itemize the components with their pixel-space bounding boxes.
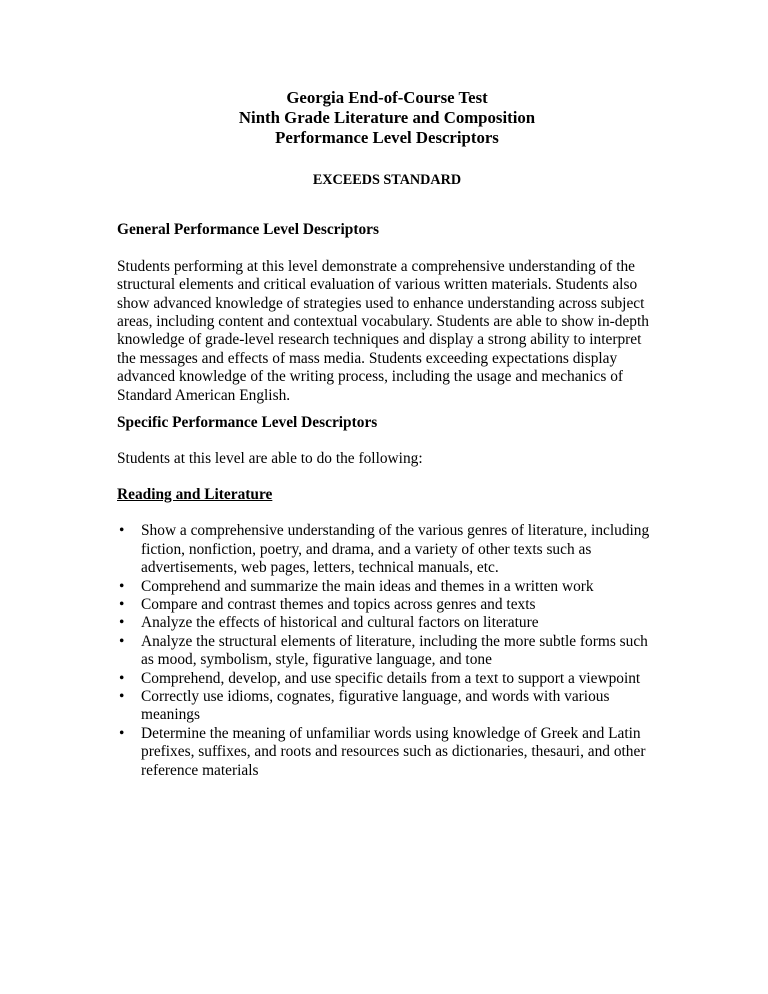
list-item-text: Compare and contrast themes and topics across genres and texts [141, 595, 536, 613]
list-item-text: Correctly use idioms, cognates, figurative language, and words with various meanings [141, 687, 610, 724]
list-item-text: Analyze the structural elements of literature, including the more subtle forms such as mood, symbolism, style, figurative language, and tone [141, 632, 648, 669]
general-paragraph: Students performing at this level demonstrate a comprehensive understanding of the structural elements and critical evaluation of various written materials. Students also show advanced knowledge of strategies used to enhance understanding across subject areas, including content and contextual vocabulary. Students are able to show in-depth knowledge of grade-level research techniques and display a strong ability to interpret the messages and effects of mass media. Students exceeding expectations display advanced knowledge of the writing process, including the usage and mechanics of Standard American English. [117, 257, 649, 404]
bullet-icon: • [119, 687, 125, 705]
title-line-2: Ninth Grade Literature and Composition [238, 108, 536, 127]
list-item [117, 578, 657, 596]
list-item [117, 522, 657, 577]
document-page [117, 88, 657, 780]
list-item-text: Show a comprehensive understanding of the various genres of literature, including fiction, nonfiction, poetry, and drama, and a variety of other texts such as advertisements, web pages, letters, technical manuals, etc. [141, 522, 650, 577]
reading-heading: Reading and Literature [117, 485, 273, 503]
document-title [117, 88, 657, 148]
reading-bullet-list [117, 522, 657, 780]
specific-heading: Specific Performance Level Descriptors [117, 414, 378, 432]
list-item-text: Comprehend and summarize the main ideas and themes in a written work [141, 577, 594, 595]
bullet-icon: • [119, 595, 125, 613]
list-item [117, 596, 657, 614]
list-item [117, 725, 657, 780]
bullet-icon: • [119, 669, 125, 687]
standard-label: EXCEEDS STANDARD [312, 172, 462, 188]
bullet-icon: • [119, 522, 125, 540]
list-item [117, 633, 657, 670]
bullet-icon: • [119, 632, 125, 650]
title-line-1: Georgia End-of-Course Test [286, 88, 488, 107]
list-item-text: Determine the meaning of unfamiliar words using knowledge of Greek and Latin prefixes, suffixes, and roots and resources such as dictionaries, thesauri, and other reference materials [141, 724, 646, 779]
bullet-icon: • [119, 577, 125, 595]
bullet-icon: • [119, 724, 125, 742]
list-item-text: Comprehend, develop, and use specific details from a text to support a viewpoint [141, 669, 641, 687]
list-item [117, 688, 657, 725]
specific-intro: Students at this level are able to do the following: [117, 450, 423, 468]
list-item-text: Analyze the effects of historical and cultural factors on literature [141, 614, 539, 632]
general-heading: General Performance Level Descriptors [117, 221, 379, 239]
list-item [117, 614, 657, 632]
title-line-3: Performance Level Descriptors [275, 128, 499, 147]
list-item [117, 670, 657, 688]
bullet-icon: • [119, 614, 125, 632]
